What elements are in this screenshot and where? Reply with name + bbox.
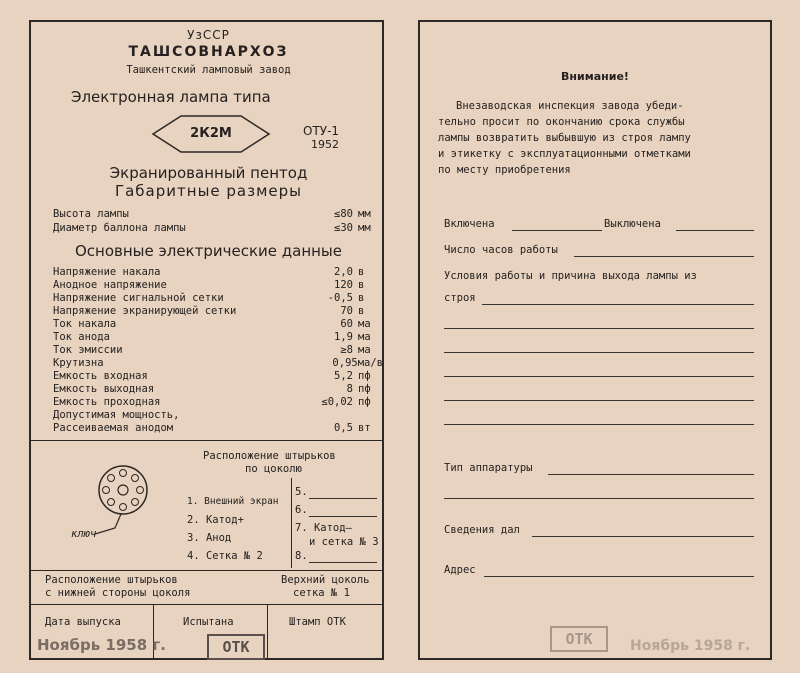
param-value: 8 [346,383,353,395]
otk-stamp: ОТК [207,634,265,660]
pin-item: 3. Анод [187,532,232,544]
param-unit: пф [358,396,371,408]
org-line-2: ТАШСОВНАРХОЗ [128,44,289,60]
pin-item: 7. Катод— [295,522,352,534]
pins-divider [291,478,292,568]
param-value: 70 [340,305,353,317]
dimension-row [53,208,383,220]
address-field[interactable] [484,576,754,577]
label-front-page [29,20,384,660]
dimension-row [53,222,383,234]
release-date-stamp: Ноябрь 1958 г. [37,636,166,654]
param-label: Емкость проходная [53,396,161,408]
param-row [53,396,383,408]
notice-line: лампы возвратить выбывшую из строя лампу [438,132,691,144]
param-label: Напряжение накала [53,266,161,278]
param-value: ≤30 [334,222,353,234]
org-line-3: Ташкентский ламповый завод [126,64,291,76]
param-unit: ма [358,318,371,330]
param-value: ≤0,02 [321,396,353,408]
param-unit: ма [358,344,371,356]
pin-item: 8. [295,550,308,562]
param-value: 0,95ма/в [332,357,383,369]
param-label: Диаметр баллона лампы [53,222,186,234]
param-unit: пф [358,370,371,382]
tube-kind: Экранированный пентод [109,164,308,182]
param-unit: вт [358,422,371,434]
param-row [53,422,383,434]
key-label: ключ [71,528,97,540]
param-value: ≥8 [340,344,353,356]
switched-on-label: Включена [444,218,495,230]
hours-field[interactable] [574,256,754,257]
switched-on-field[interactable] [512,230,602,231]
org-line-1: УзССР [187,28,230,42]
tube-type: 2К2М [190,126,232,141]
param-value: 1,9 [334,331,353,343]
param-unit: в [358,292,365,304]
switched-off-label: Выключена [604,218,661,230]
top-cap-2: сетка № 1 [293,587,350,599]
param-unit: в [358,305,365,317]
show-through-date: Ноябрь 1958 г. [630,638,751,654]
standard-year: 1952 [311,138,339,151]
param-row [53,318,383,330]
top-cap-1: Верхний цоколь [281,574,370,586]
param-value: 120 [334,279,353,291]
conditions-field[interactable] [444,424,754,425]
param-label: Допустимая мощность, [53,409,180,421]
info-given-field[interactable] [532,536,754,537]
conditions-field[interactable] [444,400,754,401]
param-row [53,357,383,369]
pins-heading-2: по цоколю [245,463,302,475]
conditions-field[interactable] [444,376,754,377]
stamp-label: Штамп ОТК [289,616,346,628]
info-given-label: Сведения дал [444,524,520,536]
param-label: Рассеиваемая анодом [53,422,174,434]
fill-line [309,562,377,563]
label-back-page [418,20,772,660]
param-label: Емкость входная [53,370,148,382]
param-unit: пф [358,383,371,395]
pin-item: 2. Катод+ [187,514,244,526]
attention-heading: Внимание! [561,70,629,83]
param-value: 5,2 [334,370,353,382]
param-label: Емкость выходная [53,383,155,395]
notice-line: тельно просит по окончанию срока службы [438,116,685,128]
conditions-field[interactable] [444,328,754,329]
equipment-field[interactable] [444,498,754,499]
param-value: ≤80 [334,208,353,220]
param-label: Ток эмиссии [53,344,123,356]
param-row [53,409,383,421]
param-unit: в [358,279,365,291]
param-unit: ма [358,331,371,343]
release-date-label: Дата выпуска [45,616,121,628]
param-label: Анодное напряжение [53,279,167,291]
conditions-cont: строя [444,292,476,304]
electrical-heading: Основные электрические данные [74,242,343,260]
bottom-pins-2: с нижней стороны цоколя [45,587,191,599]
param-unit: мм [358,208,371,220]
conditions-field[interactable] [444,352,754,353]
show-through-stamp: ОТК [550,626,608,652]
param-row [53,292,383,304]
divider [31,570,382,571]
switched-off-field[interactable] [676,230,754,231]
param-unit: мм [358,222,371,234]
notice-line: по месту приобретения [438,164,571,176]
equipment-field[interactable] [548,474,754,475]
dimensions-heading: Габаритные размеры [114,182,303,200]
conditions-field[interactable] [482,304,754,305]
pin-item: 1. Внешний экран [187,496,279,507]
tube-heading: Электронная лампа типа [71,88,271,106]
fill-line [309,498,377,499]
param-label: Ток анода [53,331,110,343]
tested-label: Испытана [183,616,234,628]
param-label: Напряжение экранирующей сетки [53,305,237,317]
param-value: 60 [340,318,353,330]
notice-line: и этикетку с эксплуатационными отметками [438,148,691,160]
param-value: -0,5 [327,292,353,304]
param-label: Ток накала [53,318,117,330]
param-row [53,331,383,343]
pin-item: 4. Сетка № 2 [187,550,263,562]
divider [31,440,382,441]
param-row [53,370,383,382]
param-row [53,266,383,278]
tube-base-pin-diagram [91,462,161,542]
hours-label: Число часов работы [444,244,558,256]
conditions-label: Условия работы и причина выхода лампы из [444,270,697,282]
cell-divider [267,604,268,658]
divider [31,604,382,605]
param-unit: в [358,266,365,278]
fill-line [309,516,377,517]
pin-item: и сетка № 3 [309,536,379,548]
param-label: Напряжение сигнальной сетки [53,292,224,304]
param-row [53,279,383,291]
bottom-pins-1: Расположение штырьков [45,574,178,586]
pins-heading-1: Расположение штырьков [203,450,336,462]
param-row [53,383,383,395]
param-label: Крутизна [53,357,104,369]
equipment-label: Тип аппаратуры [444,462,533,474]
param-label: Высота лампы [53,208,129,220]
param-value: 2,0 [334,266,353,278]
notice-line: Внезаводская инспекция завода убеди- [456,100,684,112]
pin-item: 5. [295,486,308,498]
standard-code: ОТУ-1 [303,124,340,138]
address-label: Адрес [444,564,476,576]
param-row [53,344,383,356]
param-row [53,305,383,317]
pin-item: 6. [295,504,308,516]
param-value: 0,5 [334,422,353,434]
